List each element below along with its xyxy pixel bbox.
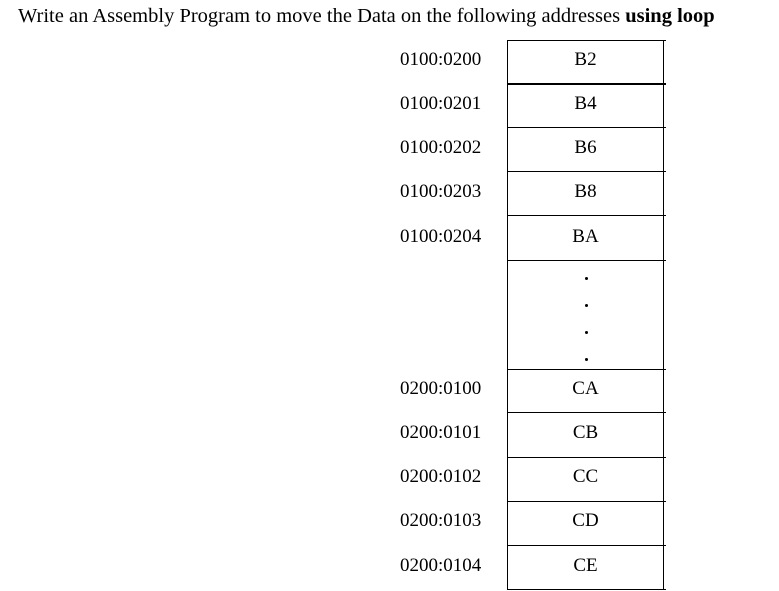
memory-value: CC [572, 466, 599, 487]
memory-value: CA [572, 378, 599, 399]
row-divider [507, 171, 666, 172]
memory-value: B8 [574, 181, 597, 202]
row-divider [507, 215, 666, 216]
row-divider [507, 412, 666, 413]
address-label: 0200:0103 [400, 510, 482, 531]
address-label: 0200:0104 [400, 555, 482, 576]
address-label: 0100:0204 [400, 226, 482, 247]
address-label: 0200:0102 [400, 466, 482, 487]
memory-value: CD [572, 510, 599, 531]
address-label: 0100:0202 [400, 137, 482, 158]
memory-value: B2 [574, 49, 597, 70]
memory-value: CE [573, 555, 598, 576]
ellipsis-dot [585, 304, 588, 307]
memory-value: B4 [574, 93, 597, 114]
heading-text: Write an Assembly Program to move the Data on the following addresses [18, 5, 626, 27]
row-divider [507, 127, 666, 128]
row-divider [507, 83, 666, 85]
row-divider [507, 501, 666, 502]
memory-value: BA [572, 226, 599, 247]
ellipsis-dot [585, 277, 588, 280]
memory-table-frame [507, 40, 664, 590]
address-label: 0100:0201 [400, 93, 482, 114]
row-divider [507, 589, 666, 590]
row-divider [507, 369, 666, 370]
heading-bold-text: using loop [625, 5, 715, 27]
address-label: 0100:0200 [400, 49, 482, 70]
row-divider [507, 260, 666, 261]
question-heading [18, 5, 715, 28]
address-label: 0200:0100 [400, 378, 482, 399]
ellipsis-dot [585, 358, 588, 361]
memory-value: CB [572, 422, 599, 443]
address-label: 0200:0101 [400, 422, 482, 443]
row-divider [507, 40, 666, 41]
address-label: 0100:0203 [400, 181, 482, 202]
memory-value: B6 [574, 137, 597, 158]
row-divider [507, 545, 666, 546]
ellipsis-dot [585, 331, 588, 334]
row-divider [507, 457, 666, 458]
